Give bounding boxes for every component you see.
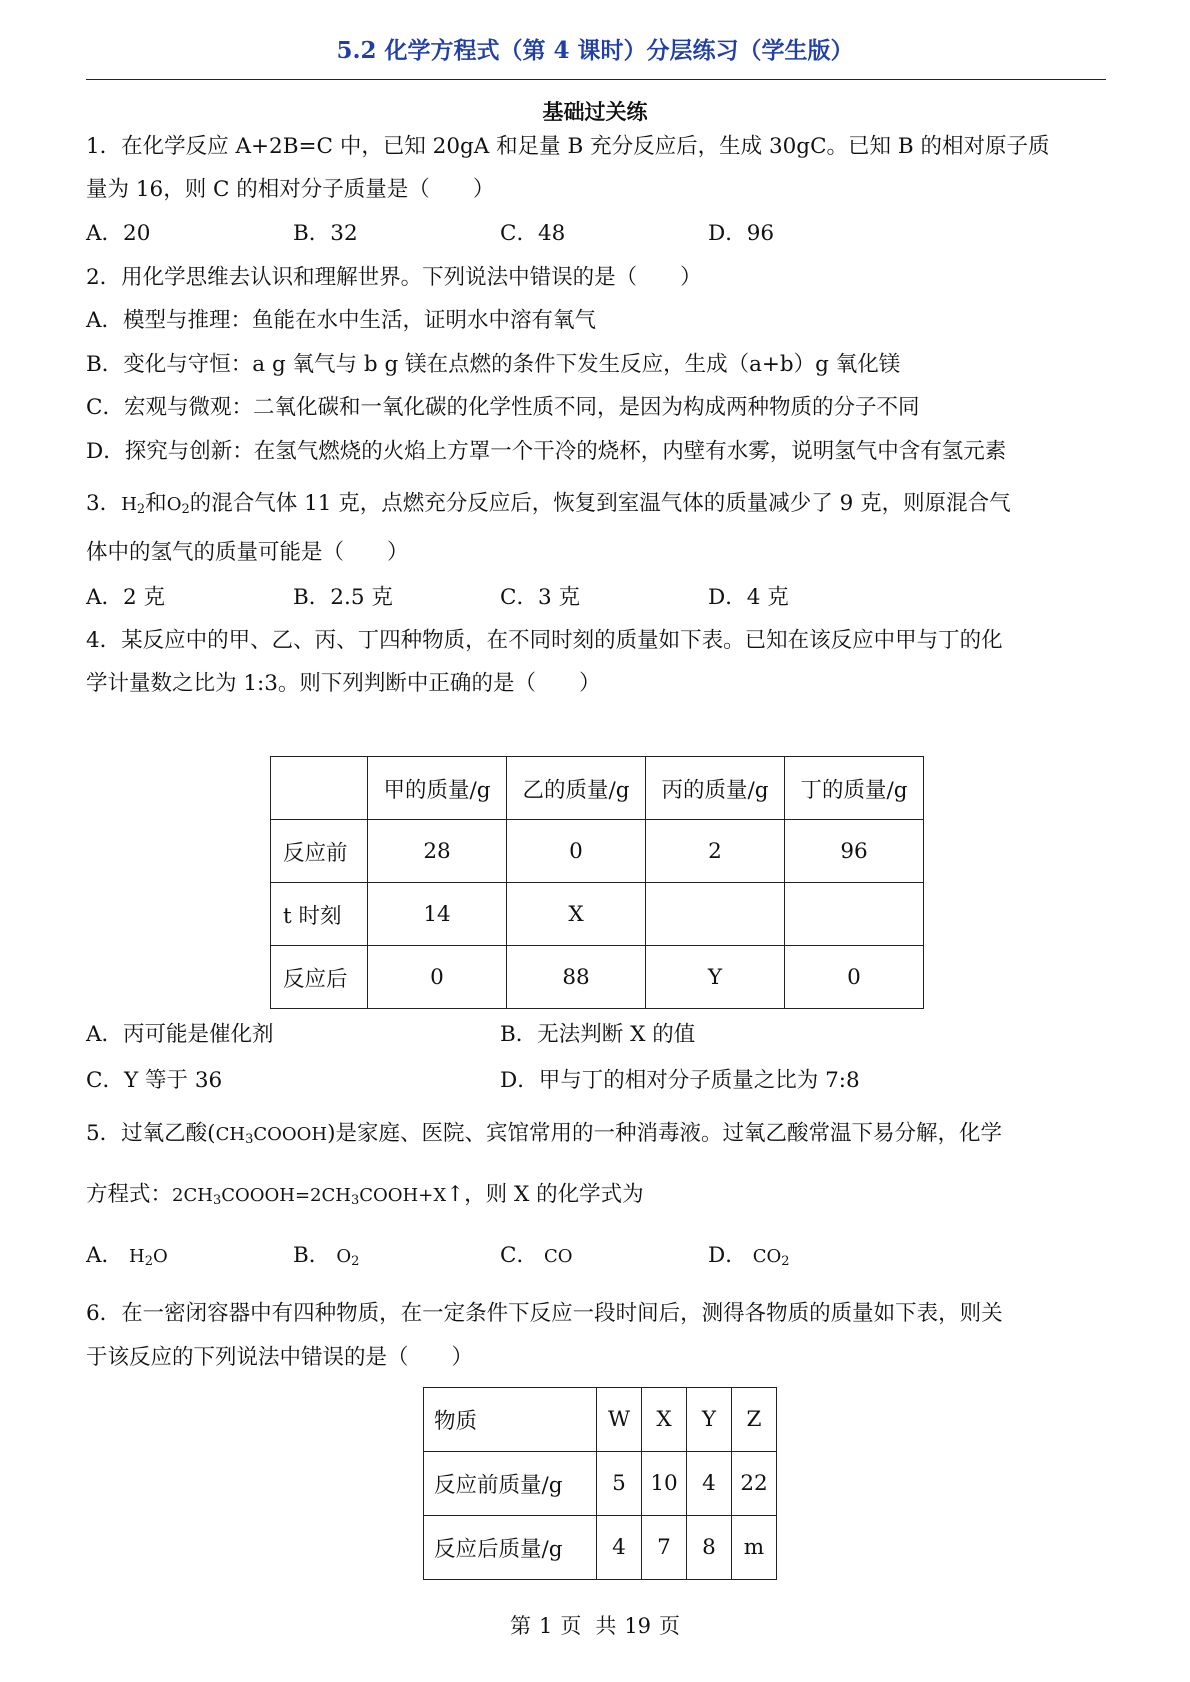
- q6-table-cell: 4: [597, 1516, 642, 1580]
- q2-option-b: B．变化与守恒：a g 氧气与 b g 镁在点燃的条件下发生反应，生成（a+b）g 氧化镁: [86, 352, 901, 377]
- q4-table-row: [271, 820, 924, 883]
- q4-table-cell: 96: [785, 820, 924, 883]
- q2-option-c: C．宏观与微观：二氧化碳和一氧化碳的化学性质不同，是因为构成两种物质的分子不同: [86, 395, 920, 420]
- q3-option-d: D．4 克: [708, 585, 789, 610]
- q6-table-row-label: 反应后质量/g: [424, 1516, 597, 1580]
- q4-option-a: A．丙可能是催化剂: [86, 1022, 274, 1047]
- q4-option-b: B．无法判断 X 的值: [500, 1022, 696, 1047]
- page-number: 1: [538, 1614, 553, 1638]
- q2-stem: 2．用化学思维去认识和理解世界。下列说法中错误的是（ ）: [86, 265, 702, 290]
- q6-table-cell: 4: [687, 1452, 732, 1516]
- q4-table-header-cell: [271, 757, 368, 820]
- q6-table-header-cell: Y: [687, 1388, 732, 1452]
- q1-option-d: D．96: [708, 221, 775, 246]
- q4-table-cell: 0: [507, 820, 646, 883]
- q3-o2-formula: $O_2$: [166, 494, 190, 517]
- q4-table-row: [271, 946, 924, 1009]
- q6-table-row-label: 反应前质量/g: [424, 1452, 597, 1516]
- q4-table-cell: 14: [368, 883, 507, 946]
- q4-table-cell: X: [507, 883, 646, 946]
- q6-table-header-cell: Z: [732, 1388, 777, 1452]
- q5-decomposition-equation: $2CH_3COOOH=2CH_3COOH+X$: [172, 1185, 447, 1208]
- q4-table-header-row: [271, 757, 924, 820]
- q4-table-cell: 88: [507, 946, 646, 1009]
- q5-stem-line2: 方程式：$2CH_3COOOH=2CH_3COOH+X↑$，则 X 的化学式为: [86, 1182, 644, 1208]
- q3-option-b: B．2.5 克: [293, 585, 393, 610]
- q6-table-cell: m: [732, 1516, 777, 1580]
- q1-stem-line2: 量为 16，则 C 的相对分子质量是（ ）: [86, 177, 495, 202]
- q4-table-row-label: 反应前: [271, 820, 368, 883]
- q6-table-header-cell: W: [597, 1388, 642, 1452]
- header-divider: [86, 79, 1106, 80]
- q1-option-c: C．48: [500, 221, 566, 246]
- gas-arrow-icon: ↑: [446, 1182, 465, 1207]
- q6-table-header-cell: 物质: [424, 1388, 597, 1452]
- q4-table-cell: 2: [646, 820, 785, 883]
- q3-number: 3．: [86, 491, 122, 516]
- q6-mass-table: [423, 1387, 777, 1580]
- q6-table-cell: 8: [687, 1516, 732, 1580]
- q4-stem-line1: 4．某反应中的甲、乙、丙、丁四种物质，在不同时刻的质量如下表。已知在该反应中甲与丁的化: [86, 628, 1003, 653]
- q4-table-header-cell: 甲的质量/g: [368, 757, 507, 820]
- q5-option-c: C． CO: [500, 1243, 573, 1268]
- q4-option-d: D．甲与丁的相对分子质量之比为 7:8: [500, 1068, 860, 1093]
- q4-table-header-cell: 丁的质量/g: [785, 757, 924, 820]
- q5-peracetic-acid-formula: $CH_3COOOH$: [215, 1124, 328, 1147]
- page-footer: 第 1 页 共 19 页: [509, 1614, 681, 1638]
- q6-table-cell: 7: [642, 1516, 687, 1580]
- q1-option-a: A．20: [86, 221, 151, 246]
- total-pages: 19: [624, 1614, 652, 1638]
- q2-option-d: D．探究与创新：在氢气燃烧的火焰上方罩一个干冷的烧杯，内壁有水雾，说明氢气中含有氢元素: [86, 439, 1007, 464]
- q4-stem-line2: 学计量数之比为 1:3。则下列判断中正确的是（ ）: [86, 671, 601, 696]
- q4-table-cell: 0: [785, 946, 924, 1009]
- q6-table-row: [424, 1516, 777, 1580]
- q5-stem-line1: 5．过氧乙酸$(CH_3COOOH)$是家庭、医院、宾馆常用的一种消毒液。过氧乙酸常温下易分解，化学: [86, 1121, 1002, 1147]
- q3-stem-rest: 的混合气体 11 克，点燃充分反应后，恢复到室温气体的质量减少了 9 克，则原混合气: [189, 491, 1011, 516]
- q4-table-row-label: t 时刻: [271, 883, 368, 946]
- q6-stem-line1: 6．在一密闭容器中有四种物质，在一定条件下反应一段时间后，测得各物质的质量如下表，则关: [86, 1301, 1003, 1326]
- q4-table-header-cell: 丙的质量/g: [646, 757, 785, 820]
- q4-table-cell: [785, 883, 924, 946]
- q4-mass-table: [270, 756, 924, 1009]
- q4-table-row-label: 反应后: [271, 946, 368, 1009]
- q2-option-a: A．模型与推理：鱼能在水中生活，证明水中溶有氧气: [86, 308, 597, 333]
- q5-option-d: D． $CO_2$: [708, 1243, 790, 1269]
- q5-option-a: A． $H_2O$: [86, 1243, 168, 1269]
- q3-option-c: C．3 克: [500, 585, 580, 610]
- q1-option-b: B．32: [293, 221, 358, 246]
- q1-stem-line1: 1．在化学反应 A+2B=C 中，已知 20gA 和足量 B 充分反应后，生成 30gC。已知 B 的相对原子质: [86, 134, 1050, 159]
- page-title: 5.2 化学方程式（第 4 课时）分层练习（学生版）: [336, 37, 854, 64]
- q4-option-c: C．Y 等于 36: [86, 1068, 223, 1093]
- q6-table-cell: 22: [732, 1452, 777, 1516]
- q6-stem-line2: 于该反应的下列说法中错误的是（ ）: [86, 1345, 474, 1370]
- q4-table-cell: 0: [368, 946, 507, 1009]
- q5-option-b: B． $O_2$: [293, 1243, 360, 1269]
- q3-stem-line2: 体中的氢气的质量可能是（ ）: [86, 540, 409, 565]
- q4-table-header-cell: 乙的质量/g: [507, 757, 646, 820]
- q4-table-cell: [646, 883, 785, 946]
- q6-table-row: [424, 1452, 777, 1516]
- q4-table-cell: 28: [368, 820, 507, 883]
- q3-option-a: A．2 克: [86, 585, 166, 610]
- q4-table-row: [271, 883, 924, 946]
- q3-and: 和: [145, 491, 167, 516]
- q6-table-cell: 5: [597, 1452, 642, 1516]
- q4-table-cell: Y: [646, 946, 785, 1009]
- q6-table-header-row: [424, 1388, 777, 1452]
- q3-h2-formula: $H_2$: [121, 494, 146, 517]
- section-heading: 基础过关练: [542, 99, 648, 124]
- q6-table-cell: 10: [642, 1452, 687, 1516]
- q6-table-header-cell: X: [642, 1388, 687, 1452]
- q3-stem-line1: [86, 493, 1011, 515]
